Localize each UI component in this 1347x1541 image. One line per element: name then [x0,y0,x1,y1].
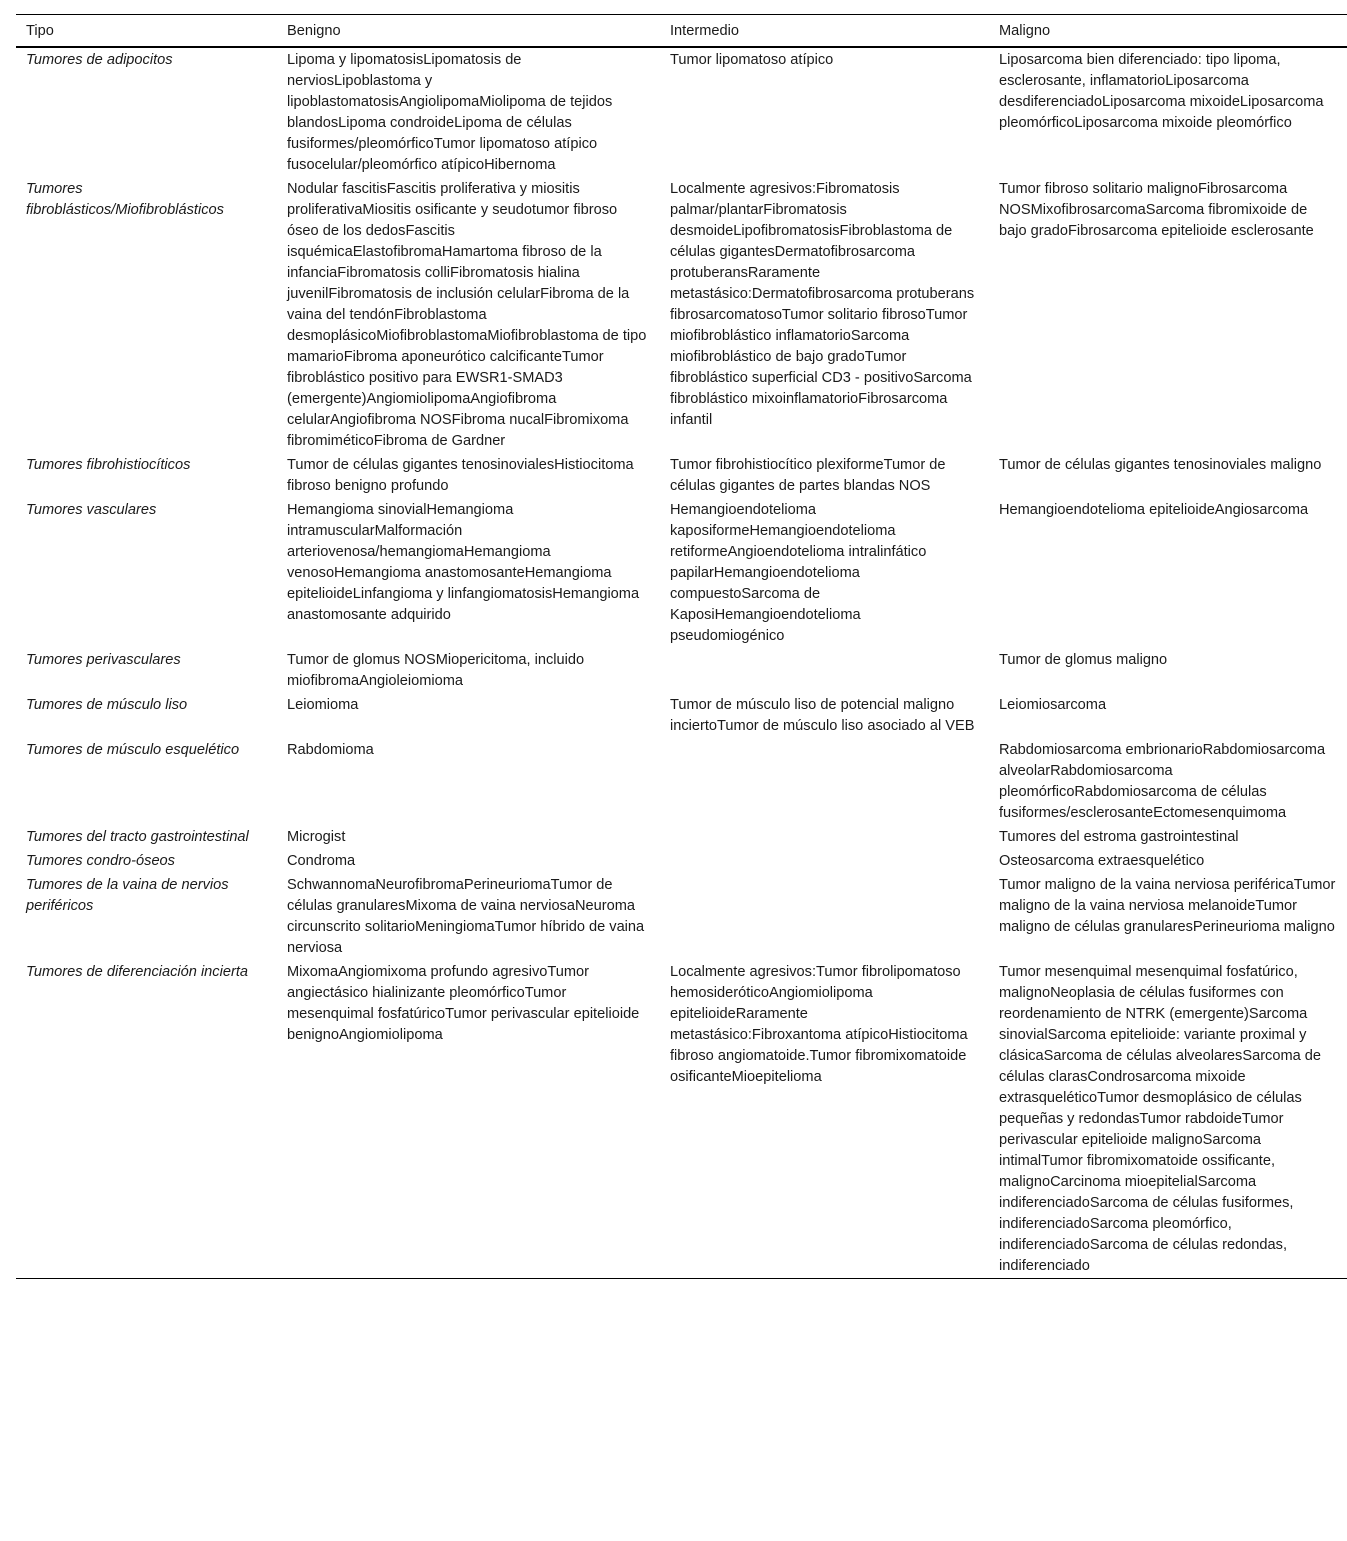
cell-tipo: Tumores fibrohistiocíticos [26,457,191,473]
table-row [16,648,1347,693]
header-row [16,15,1347,48]
cell-maligno: Tumores del estroma gastrointestinal [999,829,1239,845]
cell-tipo: Tumores vasculares [26,502,157,518]
table-row [16,849,1347,873]
cell-benigno: Leiomioma [287,697,359,713]
table-row [16,873,1347,960]
cell-tipo: Tumores del tracto gastrointestinal [26,829,249,845]
cell-tipo: Tumores de músculo esquelético [26,742,240,758]
cell-benigno: Tumor de glomus NOSMiopericitoma, incluido miofibromaAngioleiomioma [287,652,585,689]
tumor-classification-table [16,14,1347,1279]
cell-benigno: Microgist [287,829,346,845]
table-row [16,960,1347,1279]
cell-maligno: Tumor fibroso solitario malignoFibrosarcoma NOSMixofibrosarcomaSarcoma fibromixoide de bajo gradoFibrosarcoma epitelioide esclerosante [999,181,1314,239]
cell-maligno: Liposarcoma bien diferenciado: tipo lipoma, esclerosante, inflamatorioLiposarcoma desdiferenciadoLiposarcoma mixoideLiposarcoma pleomórficoLiposarcoma mixoide pleomórfico [999,52,1324,131]
cell-intermedio [660,738,989,825]
cell-intermedio [660,849,989,873]
table-row [16,177,1347,453]
cell-benigno: SchwannomaNeurofibromaPerineuriomaTumor de células granularesMixoma de vaina nerviosaNeuroma circunscrito solitarioMeningiomaTumor híbrido de vaina nerviosa [287,877,645,956]
cell-intermedio [660,873,989,960]
table-row [16,738,1347,825]
table-row [16,825,1347,849]
cell-benigno: MixomaAngiomixoma profundo agresivoTumor angiectásico hialinizante pleomórficoTumor mesenquimal fosfatúricoTumor perivascular epitelioide benignoAngiomiolipoma [287,964,640,1043]
header-maligno: Maligno [999,23,1051,39]
cell-tipo: Tumores de adipocitos [26,52,173,68]
cell-tipo: Tumores perivasculares [26,652,181,668]
cell-maligno: Osteosarcoma extraesquelético [999,853,1205,869]
table-row [16,453,1347,498]
cell-maligno: Tumor de células gigantes tenosinoviales maligno [999,457,1322,473]
cell-benigno: Condroma [287,853,356,869]
cell-maligno: Tumor maligno de la vaina nerviosa periféricaTumor maligno de la vaina nerviosa melanoideTumor maligno de células granularesPerineurioma maligno [999,877,1336,935]
cell-intermedio [660,648,989,693]
cell-intermedio: Tumor fibrohistiocítico plexiformeTumor de células gigantes de partes blandas NOS [670,457,946,494]
cell-benigno: Nodular fascitisFascitis proliferativa y miositis proliferativaMiositis osificante y seudotumor fibroso óseo de los dedosFascitis isquémicaElastofibromaHamartoma fibroso de la infanciaFibromatosis colliFibromatosis hialina juvenilFibromatosis de inclusión celularFibroma de la vaina del tendónFibroblastoma desmoplásicoMiofibroblastomaMiofibroblastoma de tipo mamarioFibroma aponeurótico calcificanteTumor fibroblástico positivo para EWSR1-SMAD3 (emergente)AngiomiolipomaAngiofibroma celularAngiofibroma NOSFibroma nucalFibromixoma fibromiméticoFibroma de Gardner [287,181,647,449]
cell-intermedio [660,825,989,849]
cell-tipo: Tumores condro-óseos [26,853,175,869]
table-row [16,47,1347,177]
cell-benigno: Rabdomioma [287,742,374,758]
cell-maligno: Hemangioendotelioma epitelioideAngiosarcoma [999,502,1309,518]
table-container [16,14,1347,1279]
cell-tipo: Tumores de diferenciación incierta [26,964,248,980]
cell-maligno: Tumor mesenquimal mesenquimal fosfatúrico, malignoNeoplasia de células fusiformes con reordenamiento de NTRK (emergente)Sarcoma sinovialSarcoma epitelioide: variante proximal y clásicaSarcoma de células alveolaresSarcoma de células clarasCondrosarcoma mixoide extrasqueléticoTumor desmoplásico de células pequeñas y redondasTumor rabdoideTumor perivascular epitelioide malignoSarcoma intimalTumor fibromixomatoide ossificante, malignoCarcinoma mioepitelialSarcoma indiferenciadoSarcoma de células fusiformes, indiferenciadoSarcoma pleomórfico, indiferenciadoSarcoma de células redondas, indiferenciado [999,964,1322,1274]
cell-intermedio: Hemangioendotelioma kaposiformeHemangioendotelioma retiformeAngioendotelioma intralinfático papilarHemangioendotelioma compuestoSarcoma de KaposiHemangioendotelioma pseudomiogénico [670,502,927,644]
header-benigno: Benigno [287,23,341,39]
cell-intermedio: Localmente agresivos:Tumor fibrolipomatoso hemosideróticoAngiomiolipoma epitelioideRaramente metastásico:Fibroxantoma atípicoHistiocitoma fibroso angiomatoide.Tumor fibromixomatoide osificanteMioepitelioma [670,964,968,1085]
table-row [16,498,1347,648]
cell-intermedio: Localmente agresivos:Fibromatosis palmar/plantarFibromatosis desmoideLipofibromatosisFibroblastoma de células gigantesDermatofibrosarcoma protuberansRaramente metastásico:Dermatofibrosarcoma protuberans fibrosarcomatosoTumor solitario fibrosoTumor miofibroblástico inflamatorioSarcoma miofibroblástico de bajo gradoTumor fibroblástico superficial CD3 - positivoSarcoma fibroblástico mixoinflamatorioFibrosarcoma infantil [670,181,975,428]
cell-tipo: Tumores de músculo liso [26,697,188,713]
cell-intermedio: Tumor de músculo liso de potencial maligno inciertoTumor de músculo liso asociado al VEB [670,697,975,734]
header-tipo: Tipo [26,23,54,39]
cell-intermedio: Tumor lipomatoso atípico [670,52,834,68]
cell-tipo: Tumores fibroblásticos/Miofibroblásticos [26,181,224,218]
header-intermedio: Intermedio [670,23,739,39]
cell-benigno: Lipoma y lipomatosisLipomatosis de nerviosLipoblastoma y lipoblastomatosisAngiolipomaMiolipoma de tejidos blandosLipoma condroideLipoma de células fusiformes/pleomórficoTumor lipomatoso atípico fusocelular/pleomórfico atípicoHibernoma [287,52,613,173]
cell-maligno: Rabdomiosarcoma embrionarioRabdomiosarcoma alveolarRabdomiosarcoma pleomórficoRabdomiosarcoma de células fusiformes/esclerosanteEctomesenquimoma [999,742,1326,821]
cell-benigno: Tumor de células gigantes tenosinovialesHistiocitoma fibroso benigno profundo [287,457,634,494]
cell-benigno: Hemangioma sinovialHemangioma intramuscularMalformación arteriovenosa/hemangiomaHemangioma venosoHemangioma anastomosanteHemangioma epitelioideLinfangioma y linfangiomatosisHemangioma anastomosante adquirido [287,502,640,623]
cell-maligno: Tumor de glomus maligno [999,652,1168,668]
table-row [16,693,1347,738]
cell-tipo: Tumores de la vaina de nervios periféricos [26,877,229,914]
cell-maligno: Leiomiosarcoma [999,697,1107,713]
